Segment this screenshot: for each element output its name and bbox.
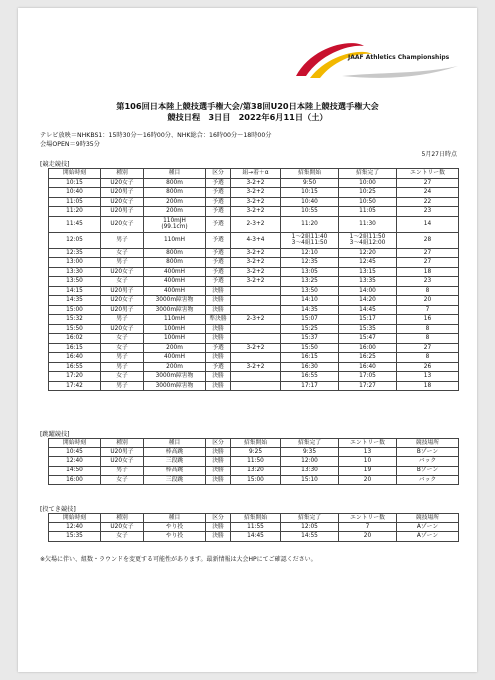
- table-cell: 女子: [101, 343, 144, 353]
- table-cell: U20女子: [101, 457, 144, 466]
- column-header: エントリー数: [339, 439, 397, 448]
- table-cell: 15:50: [281, 343, 339, 353]
- table-row: [49, 267, 459, 277]
- table-cell: 15:07: [281, 315, 339, 325]
- column-header: 組→着＋α: [231, 169, 281, 179]
- table-cell: 13:20: [231, 466, 281, 475]
- table-cell: 14:15: [49, 286, 101, 296]
- throw-events-table: [48, 513, 459, 542]
- column-header: 種別: [101, 439, 144, 448]
- table-cell: 男子: [101, 466, 144, 475]
- table-cell: 28: [397, 232, 459, 248]
- table-cell: 110mH: [144, 315, 206, 325]
- table-cell: 棒高跳: [144, 448, 206, 457]
- table-cell: 800m: [144, 188, 206, 198]
- table-cell: 11:20: [49, 207, 101, 217]
- table-cell: 19: [339, 466, 397, 475]
- table-cell: 9:25: [231, 448, 281, 457]
- table-cell: 13:00: [49, 258, 101, 268]
- table-cell: 200m: [144, 207, 206, 217]
- table-cell: Aゾーン: [397, 523, 459, 532]
- table-cell: U20女子: [101, 296, 144, 306]
- table-cell: 400mH: [144, 277, 206, 287]
- table-cell: やり投: [144, 532, 206, 541]
- document-subtitle: 競技日程 3日目 2022年6月11日（土）: [167, 112, 328, 122]
- table-cell: [231, 381, 281, 391]
- table-cell: 12:45: [339, 258, 397, 268]
- column-header: 区分: [206, 514, 231, 523]
- table-cell: U20女子: [101, 324, 144, 334]
- table-cell: 24: [397, 188, 459, 198]
- table-cell: 予選: [206, 248, 231, 258]
- logo-grey-swoosh: [342, 66, 458, 78]
- table-cell: 予選: [206, 343, 231, 353]
- table-cell: バック: [397, 457, 459, 466]
- table-cell: 16: [397, 315, 459, 325]
- table-cell: 男子: [101, 232, 144, 248]
- column-header: 招集開始: [231, 439, 281, 448]
- table-cell: U20女子: [101, 197, 144, 207]
- table-cell: 12:00: [281, 457, 339, 466]
- table-cell: 決勝: [206, 448, 231, 457]
- table-cell: 14:45: [339, 305, 397, 315]
- table-row: [49, 197, 459, 207]
- column-header: 種目: [144, 169, 206, 179]
- table-cell: 15:25: [281, 324, 339, 334]
- table-cell: 22: [397, 197, 459, 207]
- table-row: [49, 343, 459, 353]
- column-header: エントリー数: [339, 514, 397, 523]
- table-cell: 16:00: [339, 343, 397, 353]
- table-cell: 17:17: [281, 381, 339, 391]
- table-cell: 8: [397, 324, 459, 334]
- table-cell: 三段跳: [144, 457, 206, 466]
- table-cell: U20男子: [101, 286, 144, 296]
- table-cell: 女子: [101, 372, 144, 382]
- table-cell: 8: [397, 334, 459, 344]
- table-cell: 27: [397, 258, 459, 268]
- table-row: [49, 216, 459, 232]
- table-cell: 16:30: [281, 362, 339, 372]
- table-cell: 400mH: [144, 353, 206, 363]
- table-row: [49, 372, 459, 382]
- table-cell: 3-2+2: [231, 343, 281, 353]
- table-cell: 15:35: [339, 324, 397, 334]
- table-cell: 予選: [206, 188, 231, 198]
- table-cell: 3-2+2: [231, 197, 281, 207]
- table-cell: 2-3+2: [231, 216, 281, 232]
- column-header: 開始時刻: [49, 514, 101, 523]
- table-cell: 17:27: [339, 381, 397, 391]
- table-cell: 女子: [101, 475, 144, 484]
- table-cell: 予選: [206, 277, 231, 287]
- table-row: [49, 532, 459, 541]
- table-header-row: [49, 169, 459, 179]
- table-cell: 15:47: [339, 334, 397, 344]
- table-cell: 12:35: [281, 258, 339, 268]
- table-cell: 男子: [101, 362, 144, 372]
- table-cell: やり投: [144, 523, 206, 532]
- table-cell: 16:25: [339, 353, 397, 363]
- table-cell: 12:40: [49, 457, 101, 466]
- table-cell: 11:05: [339, 207, 397, 217]
- table-cell: 17:42: [49, 381, 101, 391]
- table-cell: [231, 305, 281, 315]
- table-cell: 16:00: [49, 475, 101, 484]
- table-cell: 14:45: [231, 532, 281, 541]
- table-cell: 1～2組11:40 3～4組11:50: [281, 232, 339, 248]
- table-cell: 12:05: [49, 232, 101, 248]
- table-cell: 12:10: [281, 248, 339, 258]
- table-cell: 16:15: [281, 353, 339, 363]
- table-cell: 3-2+2: [231, 248, 281, 258]
- table-row: [49, 286, 459, 296]
- table-cell: 15:17: [339, 315, 397, 325]
- table-row: [49, 381, 459, 391]
- table-cell: 20: [397, 296, 459, 306]
- table-cell: 決勝: [206, 532, 231, 541]
- table-row: [49, 315, 459, 325]
- column-header: 競技場所: [397, 439, 459, 448]
- table-cell: 12:35: [49, 248, 101, 258]
- table-cell: 10:25: [339, 188, 397, 198]
- table-cell: 3000m障害物: [144, 372, 206, 382]
- table-cell: 3-2+2: [231, 178, 281, 188]
- table-cell: 14:35: [281, 305, 339, 315]
- table-cell: [231, 324, 281, 334]
- table-cell: Bゾーン: [397, 466, 459, 475]
- broadcast-info: テレビ放映＝NHKBS1：15時30分～16時00分、NHK総合：16時00分～18時00分: [40, 132, 272, 139]
- table-cell: 27: [397, 248, 459, 258]
- table-cell: 決勝: [206, 353, 231, 363]
- table-cell: 26: [397, 362, 459, 372]
- table-cell: U20女子: [101, 178, 144, 188]
- column-header: 開始時刻: [49, 439, 101, 448]
- footnote: ※欠場に伴い、組数・ラウンドを変更する可能性があります。最新情報は大会HPにてご確認ください。: [40, 556, 317, 563]
- table-cell: 予選: [206, 267, 231, 277]
- table-cell: 15:00: [231, 475, 281, 484]
- table-cell: [231, 353, 281, 363]
- table-cell: 男子: [101, 381, 144, 391]
- table-cell: 3-2+2: [231, 362, 281, 372]
- table-cell: 16:02: [49, 334, 101, 344]
- table-cell: 17:20: [49, 372, 101, 382]
- table-cell: 決勝: [206, 466, 231, 475]
- table-cell: 400mH: [144, 286, 206, 296]
- table-row: [49, 448, 459, 457]
- table-cell: U20女子: [101, 216, 144, 232]
- table-row: [49, 457, 459, 466]
- table-cell: 三段跳: [144, 475, 206, 484]
- table-cell: 10:15: [49, 178, 101, 188]
- table-cell: 100mH: [144, 334, 206, 344]
- as-of-date: 5月27日時点: [421, 151, 457, 158]
- throw-section-label: [投てき競技]: [40, 506, 76, 513]
- column-header: 招集完了: [281, 514, 339, 523]
- table-cell: 16:40: [339, 362, 397, 372]
- table-cell: 110mJH (99.1cm): [144, 216, 206, 232]
- table-cell: 200m: [144, 197, 206, 207]
- table-cell: 10:45: [49, 448, 101, 457]
- table-cell: Bゾーン: [397, 448, 459, 457]
- table-cell: 13:35: [339, 277, 397, 287]
- table-cell: 9:50: [281, 178, 339, 188]
- table-cell: 4-3+4: [231, 232, 281, 248]
- table-header-row: [49, 514, 459, 523]
- table-cell: 7: [397, 305, 459, 315]
- table-cell: 決勝: [206, 457, 231, 466]
- table-cell: 棒高跳: [144, 466, 206, 475]
- table-cell: 14:00: [339, 286, 397, 296]
- table-row: [49, 296, 459, 306]
- table-cell: 13: [397, 372, 459, 382]
- table-cell: 3-2+2: [231, 277, 281, 287]
- table-cell: 17:05: [339, 372, 397, 382]
- table-cell: 準決勝: [206, 315, 231, 325]
- table-cell: 15:35: [49, 532, 101, 541]
- track-section-label: [競走競技]: [40, 161, 70, 168]
- column-header: 招集完了: [281, 439, 339, 448]
- table-cell: [231, 286, 281, 296]
- table-cell: 決勝: [206, 324, 231, 334]
- table-cell: 20: [339, 475, 397, 484]
- column-header: 開始時刻: [49, 169, 101, 179]
- gate-open-info: 会場OPEN＝9時35分: [40, 141, 100, 148]
- column-header: 種目: [144, 439, 206, 448]
- table-cell: U20女子: [101, 267, 144, 277]
- table-cell: 8: [397, 286, 459, 296]
- table-cell: 決勝: [206, 523, 231, 532]
- table-cell: 16:55: [49, 362, 101, 372]
- table-row: [49, 178, 459, 188]
- table-cell: [231, 372, 281, 382]
- table-cell: 10:50: [339, 197, 397, 207]
- table-cell: 27: [397, 178, 459, 188]
- table-row: [49, 324, 459, 334]
- table-cell: 3-2+2: [231, 207, 281, 217]
- table-cell: 14: [397, 216, 459, 232]
- table-row: [49, 277, 459, 287]
- table-row: [49, 466, 459, 475]
- table-cell: 16:55: [281, 372, 339, 382]
- table-cell: 200m: [144, 362, 206, 372]
- table-cell: 7: [339, 523, 397, 532]
- table-cell: 8: [397, 353, 459, 363]
- table-cell: 予選: [206, 197, 231, 207]
- table-cell: Aゾーン: [397, 532, 459, 541]
- table-cell: 予選: [206, 258, 231, 268]
- table-cell: U20男子: [101, 188, 144, 198]
- table-cell: 11:30: [339, 216, 397, 232]
- table-cell: 14:20: [339, 296, 397, 306]
- table-cell: 2-3+2: [231, 315, 281, 325]
- table-cell: 女子: [101, 248, 144, 258]
- table-cell: 12:20: [339, 248, 397, 258]
- table-cell: 3-2+2: [231, 258, 281, 268]
- table-cell: 14:35: [49, 296, 101, 306]
- table-row: [49, 305, 459, 315]
- document-title: 第106回日本陸上競技選手権大会/第38回U20日本陸上競技選手権大会: [116, 101, 379, 111]
- table-cell: 男子: [101, 353, 144, 363]
- table-cell: 10:40: [49, 188, 101, 198]
- table-cell: 14:50: [49, 466, 101, 475]
- column-header: エントリー数: [397, 169, 459, 179]
- table-cell: 800m: [144, 248, 206, 258]
- column-header: 区分: [206, 169, 231, 179]
- table-cell: 3-2+2: [231, 188, 281, 198]
- table-cell: 決勝: [206, 286, 231, 296]
- table-cell: 決勝: [206, 296, 231, 306]
- document-page: [18, 8, 477, 672]
- table-row: [49, 523, 459, 532]
- table-cell: 決勝: [206, 381, 231, 391]
- table-cell: U20男子: [101, 207, 144, 217]
- table-cell: U20男子: [101, 448, 144, 457]
- table-row: [49, 353, 459, 363]
- table-cell: 11:20: [281, 216, 339, 232]
- table-cell: 女子: [101, 532, 144, 541]
- table-cell: 13:50: [49, 277, 101, 287]
- table-row: [49, 334, 459, 344]
- table-cell: 13:30: [281, 466, 339, 475]
- table-cell: 15:32: [49, 315, 101, 325]
- table-cell: 3000m障害物: [144, 381, 206, 391]
- table-cell: 110mH: [144, 232, 206, 248]
- jump-section-label: [跳躍競技]: [40, 431, 70, 438]
- table-cell: 15:00: [49, 305, 101, 315]
- table-cell: 決勝: [206, 334, 231, 344]
- table-cell: [231, 296, 281, 306]
- table-cell: 20: [339, 532, 397, 541]
- table-cell: 27: [397, 343, 459, 353]
- column-header: 種別: [101, 169, 144, 179]
- table-header-row: [49, 439, 459, 448]
- table-cell: 男子: [101, 315, 144, 325]
- table-cell: 11:55: [231, 523, 281, 532]
- table-cell: 400mH: [144, 267, 206, 277]
- table-cell: 13: [339, 448, 397, 457]
- track-events-table: [48, 168, 459, 391]
- table-cell: 12:05: [281, 523, 339, 532]
- table-cell: 16:15: [49, 343, 101, 353]
- table-row: [49, 232, 459, 248]
- table-cell: 3000m障害物: [144, 305, 206, 315]
- table-cell: 11:50: [231, 457, 281, 466]
- table-cell: 18: [397, 267, 459, 277]
- column-header: 招集開始: [281, 169, 339, 179]
- table-cell: 決勝: [206, 372, 231, 382]
- table-row: [49, 475, 459, 484]
- jump-events-table: [48, 438, 459, 485]
- table-cell: 10:55: [281, 207, 339, 217]
- table-cell: 女子: [101, 334, 144, 344]
- table-cell: U20男子: [101, 305, 144, 315]
- table-cell: 23: [397, 277, 459, 287]
- table-cell: 16:40: [49, 353, 101, 363]
- table-cell: 15:10: [281, 475, 339, 484]
- table-cell: 200m: [144, 343, 206, 353]
- table-cell: U20女子: [101, 523, 144, 532]
- table-cell: 男子: [101, 258, 144, 268]
- table-cell: 9:35: [281, 448, 339, 457]
- table-cell: 11:05: [49, 197, 101, 207]
- table-cell: 予選: [206, 207, 231, 217]
- table-cell: 800m: [144, 178, 206, 188]
- table-cell: バック: [397, 475, 459, 484]
- table-cell: [231, 334, 281, 344]
- table-cell: 23: [397, 207, 459, 217]
- table-row: [49, 258, 459, 268]
- table-cell: 18: [397, 381, 459, 391]
- table-cell: 14:10: [281, 296, 339, 306]
- table-cell: 14:55: [281, 532, 339, 541]
- table-cell: 10: [339, 457, 397, 466]
- table-row: [49, 207, 459, 217]
- table-cell: 15:50: [49, 324, 101, 334]
- table-cell: 13:30: [49, 267, 101, 277]
- table-cell: 800m: [144, 258, 206, 268]
- table-cell: 13:15: [339, 267, 397, 277]
- table-cell: 11:45: [49, 216, 101, 232]
- table-cell: 13:05: [281, 267, 339, 277]
- table-cell: 予選: [206, 362, 231, 372]
- table-cell: 10:40: [281, 197, 339, 207]
- table-cell: 15:37: [281, 334, 339, 344]
- table-cell: 10:00: [339, 178, 397, 188]
- logo-text: JAAF Athletics Championships: [348, 54, 450, 61]
- column-header: 競技場所: [397, 514, 459, 523]
- table-cell: 1～2組11:50 3～4組12:00: [339, 232, 397, 248]
- table-cell: 予選: [206, 232, 231, 248]
- column-header: 招集完了: [339, 169, 397, 179]
- table-cell: 10:15: [281, 188, 339, 198]
- table-cell: 決勝: [206, 305, 231, 315]
- table-cell: 3000m障害物: [144, 296, 206, 306]
- table-cell: 100mH: [144, 324, 206, 334]
- table-cell: 3-2+2: [231, 267, 281, 277]
- column-header: 種別: [101, 514, 144, 523]
- table-cell: 決勝: [206, 475, 231, 484]
- column-header: 区分: [206, 439, 231, 448]
- table-row: [49, 188, 459, 198]
- table-row: [49, 362, 459, 372]
- table-cell: 予選: [206, 178, 231, 188]
- column-header: 招集開始: [231, 514, 281, 523]
- table-cell: 予選: [206, 216, 231, 232]
- table-cell: 12:40: [49, 523, 101, 532]
- table-cell: 女子: [101, 277, 144, 287]
- table-row: [49, 248, 459, 258]
- table-cell: 13:25: [281, 277, 339, 287]
- column-header: 種目: [144, 514, 206, 523]
- table-cell: 13:50: [281, 286, 339, 296]
